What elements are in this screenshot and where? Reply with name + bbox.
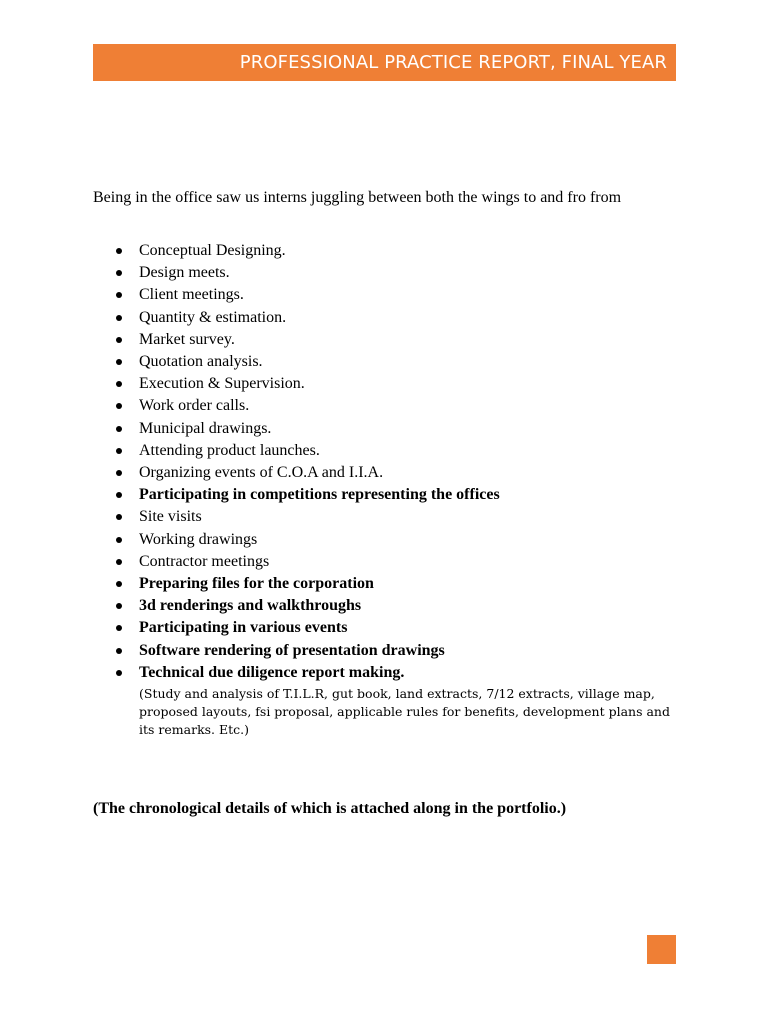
list-item xyxy=(93,506,683,528)
list-item-label: Software rendering of presentation drawings xyxy=(139,641,445,659)
bullet-icon xyxy=(116,537,122,543)
list-item-label: Work order calls. xyxy=(139,397,250,415)
bullet-icon xyxy=(116,315,122,321)
due-diligence-note: (Study and analysis of T.I.L.R, gut book, land extracts, 7/12 extracts, village map, proposed layouts, fsi proposal, applicable rules for benefits, development plans and its remarks. Etc.) xyxy=(139,686,670,737)
closing-statement: (The chronological details of which is attached along in the portfolio.) xyxy=(93,800,567,817)
report-header-bar xyxy=(93,44,676,81)
list-item-label: Quotation analysis. xyxy=(139,353,263,371)
list-item xyxy=(93,529,683,551)
list-item xyxy=(93,640,683,662)
list-item-label: Site visits xyxy=(139,508,202,526)
list-item-label: 3d renderings and walkthroughs xyxy=(139,597,362,615)
bullet-icon xyxy=(116,670,122,676)
bullet-icon xyxy=(116,292,122,298)
bullet-icon xyxy=(116,625,122,631)
list-item-label: Municipal drawings. xyxy=(139,419,272,437)
list-item xyxy=(93,373,683,395)
bullet-icon xyxy=(116,470,122,476)
list-item xyxy=(93,351,683,373)
bullet-icon xyxy=(116,403,122,409)
list-item xyxy=(93,329,683,351)
list-item-label: Technical due diligence report making. xyxy=(139,663,405,681)
list-item-label: Quantity & estimation. xyxy=(139,308,287,326)
list-item-label: Preparing files for the corporation xyxy=(139,575,374,593)
list-item-label: Execution & Supervision. xyxy=(139,375,305,393)
list-item xyxy=(93,284,683,306)
list-item xyxy=(93,551,683,573)
bullet-icon xyxy=(116,270,122,276)
activity-list xyxy=(93,240,683,684)
bullet-icon xyxy=(116,492,122,498)
list-item-label: Organizing events of C.O.A and I.I.A. xyxy=(139,464,384,482)
page-corner-marker xyxy=(647,935,676,964)
list-item xyxy=(93,395,683,417)
intro-paragraph: Being in the office saw us interns juggling between both the wings to and fro from xyxy=(93,189,622,206)
bullet-icon xyxy=(116,381,122,387)
list-item xyxy=(93,440,683,462)
bullet-icon xyxy=(116,426,122,432)
list-item-label: Working drawings xyxy=(139,530,258,548)
bullet-icon xyxy=(116,603,122,609)
list-item xyxy=(93,240,683,262)
bullet-icon xyxy=(116,648,122,654)
list-item xyxy=(93,573,683,595)
list-item xyxy=(93,484,683,506)
list-item xyxy=(93,307,683,329)
list-item-label: Conceptual Designing. xyxy=(139,242,286,259)
report-title: PROFESSIONAL PRACTICE REPORT, FINAL YEAR xyxy=(239,52,667,73)
list-item-label: Contractor meetings xyxy=(139,552,270,570)
list-item xyxy=(93,595,683,617)
list-item-label: Client meetings. xyxy=(139,286,244,304)
list-item-label: Attending product launches. xyxy=(139,441,320,459)
list-item xyxy=(93,418,683,440)
list-item xyxy=(93,662,683,684)
bullet-icon xyxy=(116,337,122,343)
bullet-icon xyxy=(116,359,122,365)
bullet-icon xyxy=(116,448,122,454)
list-item-label: Participating in various events xyxy=(139,619,348,637)
list-item xyxy=(93,462,683,484)
bullet-icon xyxy=(116,514,122,520)
list-item-label: Design meets. xyxy=(139,264,230,282)
bullet-icon xyxy=(116,559,122,565)
list-item-label: Participating in competitions representing the offices xyxy=(139,486,500,504)
list-item xyxy=(93,262,683,284)
bullet-icon xyxy=(116,248,122,254)
list-item xyxy=(93,617,683,639)
list-item-label: Market survey. xyxy=(139,330,235,348)
bullet-icon xyxy=(116,581,122,587)
